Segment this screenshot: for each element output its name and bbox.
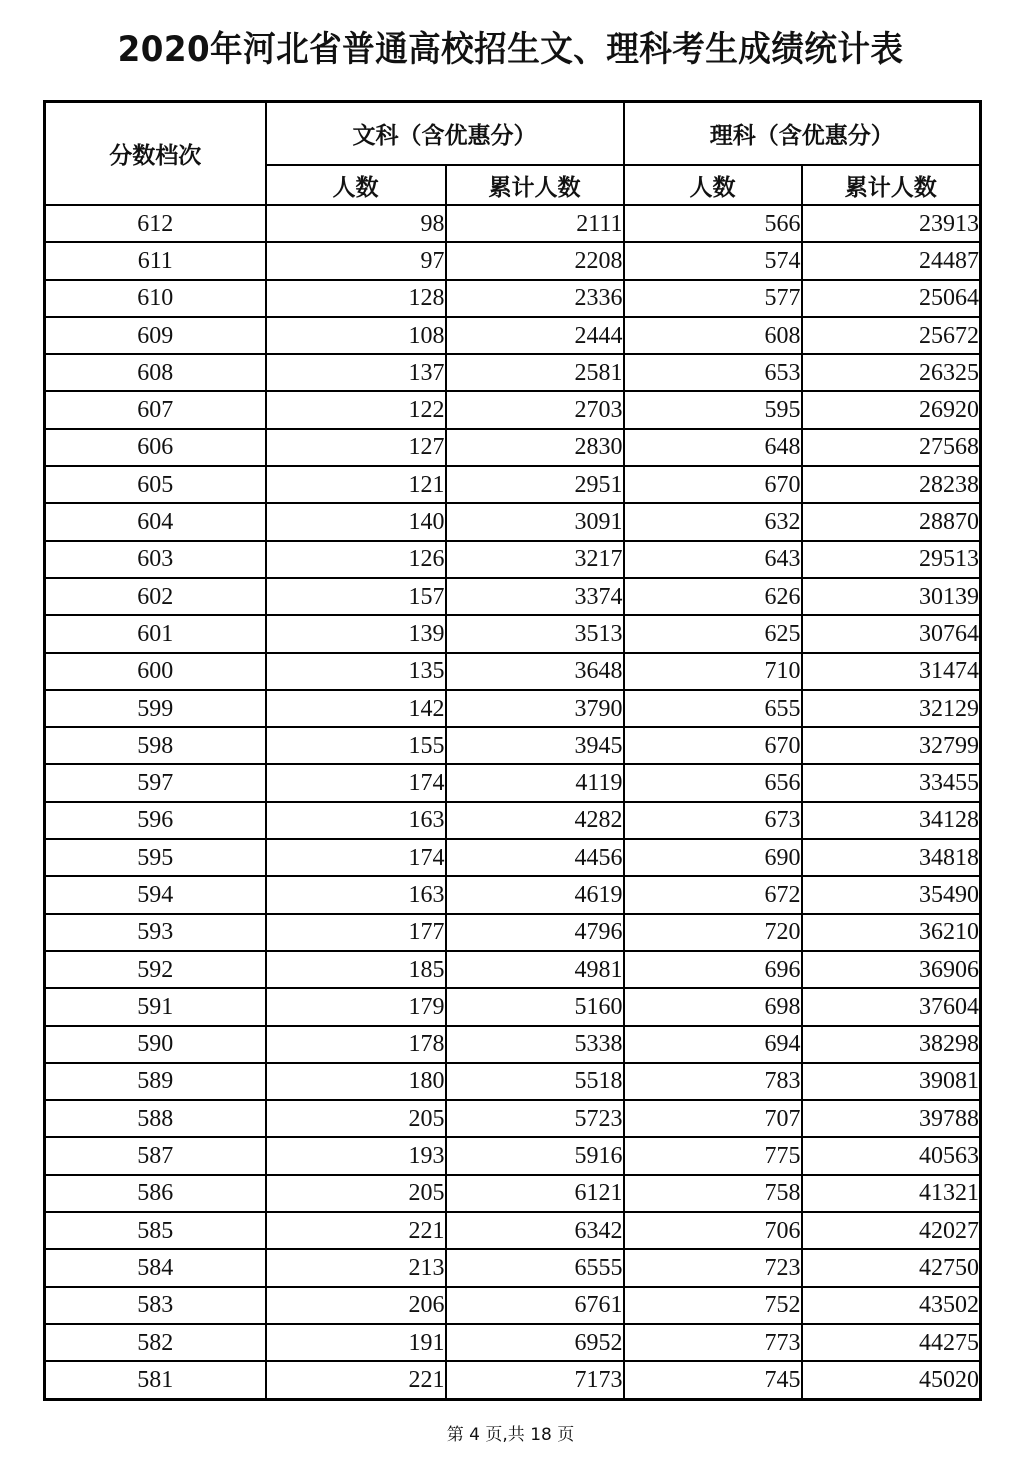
arts-cumulative-cell: 4796	[446, 914, 624, 951]
score-cell: 609	[45, 317, 266, 354]
score-cell: 607	[45, 391, 266, 428]
table-row	[45, 280, 981, 317]
arts-cumulative-cell: 5338	[446, 1026, 624, 1063]
score-cell: 584	[45, 1249, 266, 1286]
arts-count-cell: 126	[266, 541, 446, 578]
table-row	[45, 1175, 981, 1212]
arts-count-cell: 139	[266, 615, 446, 652]
science-count-cell: 773	[624, 1324, 802, 1361]
header-arts-count: 人数	[266, 165, 446, 205]
header-arts-group: 文科（含优惠分）	[266, 102, 624, 166]
science-count-cell: 710	[624, 653, 802, 690]
table-row	[45, 1249, 981, 1286]
page-number: 第 4 页,共 18 页	[446, 1425, 575, 1445]
arts-cumulative-cell: 6121	[446, 1175, 624, 1212]
score-cell: 606	[45, 429, 266, 466]
science-cumulative-cell: 43502	[802, 1287, 981, 1324]
science-cumulative-cell: 26920	[802, 391, 981, 428]
arts-count-cell: 205	[266, 1100, 446, 1137]
score-cell: 612	[45, 205, 266, 242]
arts-cumulative-cell: 3091	[446, 503, 624, 540]
arts-count-cell: 179	[266, 988, 446, 1025]
science-cumulative-cell: 32129	[802, 690, 981, 727]
score-cell: 589	[45, 1063, 266, 1100]
arts-count-cell: 128	[266, 280, 446, 317]
science-count-cell: 655	[624, 690, 802, 727]
arts-count-cell: 185	[266, 951, 446, 988]
table-row	[45, 578, 981, 615]
science-count-cell: 696	[624, 951, 802, 988]
score-cell: 587	[45, 1137, 266, 1174]
science-cumulative-cell: 27568	[802, 429, 981, 466]
arts-count-cell: 135	[266, 653, 446, 690]
science-count-cell: 720	[624, 914, 802, 951]
arts-cumulative-cell: 3945	[446, 727, 624, 764]
arts-count-cell: 142	[266, 690, 446, 727]
arts-cumulative-cell: 3648	[446, 653, 624, 690]
table-row	[45, 876, 981, 913]
table-body	[45, 205, 981, 1399]
arts-count-cell: 213	[266, 1249, 446, 1286]
score-cell: 599	[45, 690, 266, 727]
arts-cumulative-cell: 4282	[446, 802, 624, 839]
arts-count-cell: 127	[266, 429, 446, 466]
science-count-cell: 648	[624, 429, 802, 466]
table-row	[45, 839, 981, 876]
arts-count-cell: 137	[266, 354, 446, 391]
science-cumulative-cell: 39081	[802, 1063, 981, 1100]
science-cumulative-cell: 26325	[802, 354, 981, 391]
table-row	[45, 802, 981, 839]
score-cell: 598	[45, 727, 266, 764]
arts-count-cell: 97	[266, 242, 446, 279]
science-count-cell: 707	[624, 1100, 802, 1137]
science-cumulative-cell: 34818	[802, 839, 981, 876]
score-cell: 604	[45, 503, 266, 540]
header-science-count: 人数	[624, 165, 802, 205]
header-score-level: 分数档次	[45, 102, 266, 206]
table-row	[45, 914, 981, 951]
table-row	[45, 1100, 981, 1137]
science-cumulative-cell: 28238	[802, 466, 981, 503]
arts-count-cell: 178	[266, 1026, 446, 1063]
arts-count-cell: 174	[266, 764, 446, 801]
arts-cumulative-cell: 6342	[446, 1212, 624, 1249]
arts-cumulative-cell: 5160	[446, 988, 624, 1025]
arts-cumulative-cell: 3790	[446, 690, 624, 727]
score-cell: 593	[45, 914, 266, 951]
science-cumulative-cell: 39788	[802, 1100, 981, 1137]
score-cell: 594	[45, 876, 266, 913]
arts-cumulative-cell: 5723	[446, 1100, 624, 1137]
science-cumulative-cell: 23913	[802, 205, 981, 242]
arts-cumulative-cell: 2703	[446, 391, 624, 428]
arts-cumulative-cell: 3217	[446, 541, 624, 578]
arts-count-cell: 157	[266, 578, 446, 615]
score-statistics-table	[43, 100, 982, 1401]
arts-count-cell: 205	[266, 1175, 446, 1212]
science-count-cell: 723	[624, 1249, 802, 1286]
table-row	[45, 988, 981, 1025]
arts-cumulative-cell: 2336	[446, 280, 624, 317]
science-count-cell: 577	[624, 280, 802, 317]
science-count-cell: 566	[624, 205, 802, 242]
table-row	[45, 503, 981, 540]
arts-count-cell: 193	[266, 1137, 446, 1174]
score-cell: 601	[45, 615, 266, 652]
science-count-cell: 775	[624, 1137, 802, 1174]
header-science-group: 理科（含优惠分）	[624, 102, 981, 166]
score-cell: 590	[45, 1026, 266, 1063]
score-cell: 602	[45, 578, 266, 615]
table-row	[45, 242, 981, 279]
score-cell: 591	[45, 988, 266, 1025]
science-count-cell: 625	[624, 615, 802, 652]
science-cumulative-cell: 44275	[802, 1324, 981, 1361]
table-row	[45, 354, 981, 391]
table-row	[45, 615, 981, 652]
arts-cumulative-cell: 2951	[446, 466, 624, 503]
score-cell: 581	[45, 1361, 266, 1399]
science-count-cell: 673	[624, 802, 802, 839]
science-cumulative-cell: 42027	[802, 1212, 981, 1249]
science-cumulative-cell: 45020	[802, 1361, 981, 1399]
science-count-cell: 656	[624, 764, 802, 801]
header-arts-cumulative: 累计人数	[446, 165, 624, 205]
arts-cumulative-cell: 4456	[446, 839, 624, 876]
table-row	[45, 1324, 981, 1361]
science-cumulative-cell: 37604	[802, 988, 981, 1025]
science-count-cell: 574	[624, 242, 802, 279]
score-cell: 586	[45, 1175, 266, 1212]
science-cumulative-cell: 29513	[802, 541, 981, 578]
score-cell: 582	[45, 1324, 266, 1361]
table-row	[45, 1287, 981, 1324]
arts-count-cell: 191	[266, 1324, 446, 1361]
arts-cumulative-cell: 5518	[446, 1063, 624, 1100]
table-row	[45, 1063, 981, 1100]
score-cell: 583	[45, 1287, 266, 1324]
table-row	[45, 1137, 981, 1174]
score-cell: 588	[45, 1100, 266, 1137]
science-cumulative-cell: 25064	[802, 280, 981, 317]
table-row	[45, 951, 981, 988]
science-cumulative-cell: 41321	[802, 1175, 981, 1212]
science-count-cell: 698	[624, 988, 802, 1025]
science-cumulative-cell: 33455	[802, 764, 981, 801]
table-row	[45, 690, 981, 727]
arts-cumulative-cell: 7173	[446, 1361, 624, 1399]
science-cumulative-cell: 35490	[802, 876, 981, 913]
science-cumulative-cell: 30764	[802, 615, 981, 652]
science-count-cell: 626	[624, 578, 802, 615]
arts-cumulative-cell: 2444	[446, 317, 624, 354]
score-cell: 608	[45, 354, 266, 391]
score-cell: 597	[45, 764, 266, 801]
science-cumulative-cell: 36210	[802, 914, 981, 951]
table-row	[45, 205, 981, 242]
science-count-cell: 694	[624, 1026, 802, 1063]
table-row	[45, 727, 981, 764]
score-cell: 596	[45, 802, 266, 839]
science-cumulative-cell: 30139	[802, 578, 981, 615]
arts-count-cell: 98	[266, 205, 446, 242]
arts-cumulative-cell: 3513	[446, 615, 624, 652]
science-count-cell: 632	[624, 503, 802, 540]
score-cell: 610	[45, 280, 266, 317]
table-header	[45, 102, 981, 206]
arts-count-cell: 206	[266, 1287, 446, 1324]
arts-count-cell: 174	[266, 839, 446, 876]
science-cumulative-cell: 31474	[802, 653, 981, 690]
arts-cumulative-cell: 4119	[446, 764, 624, 801]
arts-count-cell: 108	[266, 317, 446, 354]
science-cumulative-cell: 28870	[802, 503, 981, 540]
science-count-cell: 758	[624, 1175, 802, 1212]
arts-cumulative-cell: 2581	[446, 354, 624, 391]
science-cumulative-cell: 34128	[802, 802, 981, 839]
arts-cumulative-cell: 4619	[446, 876, 624, 913]
science-count-cell: 672	[624, 876, 802, 913]
science-cumulative-cell: 38298	[802, 1026, 981, 1063]
arts-count-cell: 122	[266, 391, 446, 428]
science-count-cell: 595	[624, 391, 802, 428]
table-row	[45, 541, 981, 578]
science-count-cell: 670	[624, 727, 802, 764]
science-count-cell: 706	[624, 1212, 802, 1249]
arts-cumulative-cell: 5916	[446, 1137, 624, 1174]
arts-cumulative-cell: 3374	[446, 578, 624, 615]
arts-count-cell: 221	[266, 1361, 446, 1399]
arts-cumulative-cell: 6555	[446, 1249, 624, 1286]
arts-count-cell: 163	[266, 876, 446, 913]
table-row	[45, 429, 981, 466]
score-cell: 595	[45, 839, 266, 876]
arts-count-cell: 221	[266, 1212, 446, 1249]
science-cumulative-cell: 40563	[802, 1137, 981, 1174]
score-cell: 585	[45, 1212, 266, 1249]
table-row	[45, 1212, 981, 1249]
science-count-cell: 752	[624, 1287, 802, 1324]
score-cell: 592	[45, 951, 266, 988]
arts-cumulative-cell: 2111	[446, 205, 624, 242]
science-cumulative-cell: 42750	[802, 1249, 981, 1286]
header-science-cumulative: 累计人数	[802, 165, 981, 205]
table-row	[45, 653, 981, 690]
science-cumulative-cell: 24487	[802, 242, 981, 279]
science-count-cell: 670	[624, 466, 802, 503]
science-count-cell: 653	[624, 354, 802, 391]
arts-count-cell: 155	[266, 727, 446, 764]
arts-count-cell: 180	[266, 1063, 446, 1100]
arts-count-cell: 163	[266, 802, 446, 839]
arts-cumulative-cell: 2830	[446, 429, 624, 466]
science-count-cell: 690	[624, 839, 802, 876]
science-count-cell: 608	[624, 317, 802, 354]
science-count-cell: 783	[624, 1063, 802, 1100]
arts-cumulative-cell: 4981	[446, 951, 624, 988]
score-cell: 603	[45, 541, 266, 578]
arts-cumulative-cell: 2208	[446, 242, 624, 279]
science-cumulative-cell: 25672	[802, 317, 981, 354]
table-row	[45, 764, 981, 801]
table-row	[45, 317, 981, 354]
score-cell: 605	[45, 466, 266, 503]
arts-count-cell: 140	[266, 503, 446, 540]
arts-cumulative-cell: 6761	[446, 1287, 624, 1324]
table-row	[45, 391, 981, 428]
table-row	[45, 1361, 981, 1399]
table-row	[45, 1026, 981, 1063]
science-count-cell: 643	[624, 541, 802, 578]
arts-cumulative-cell: 6952	[446, 1324, 624, 1361]
science-cumulative-cell: 36906	[802, 951, 981, 988]
arts-count-cell: 121	[266, 466, 446, 503]
arts-count-cell: 177	[266, 914, 446, 951]
table-row	[45, 466, 981, 503]
score-cell: 611	[45, 242, 266, 279]
science-count-cell: 745	[624, 1361, 802, 1399]
science-cumulative-cell: 32799	[802, 727, 981, 764]
page-title: 2020年河北省普通高校招生文、理科考生成绩统计表	[117, 30, 904, 70]
score-cell: 600	[45, 653, 266, 690]
